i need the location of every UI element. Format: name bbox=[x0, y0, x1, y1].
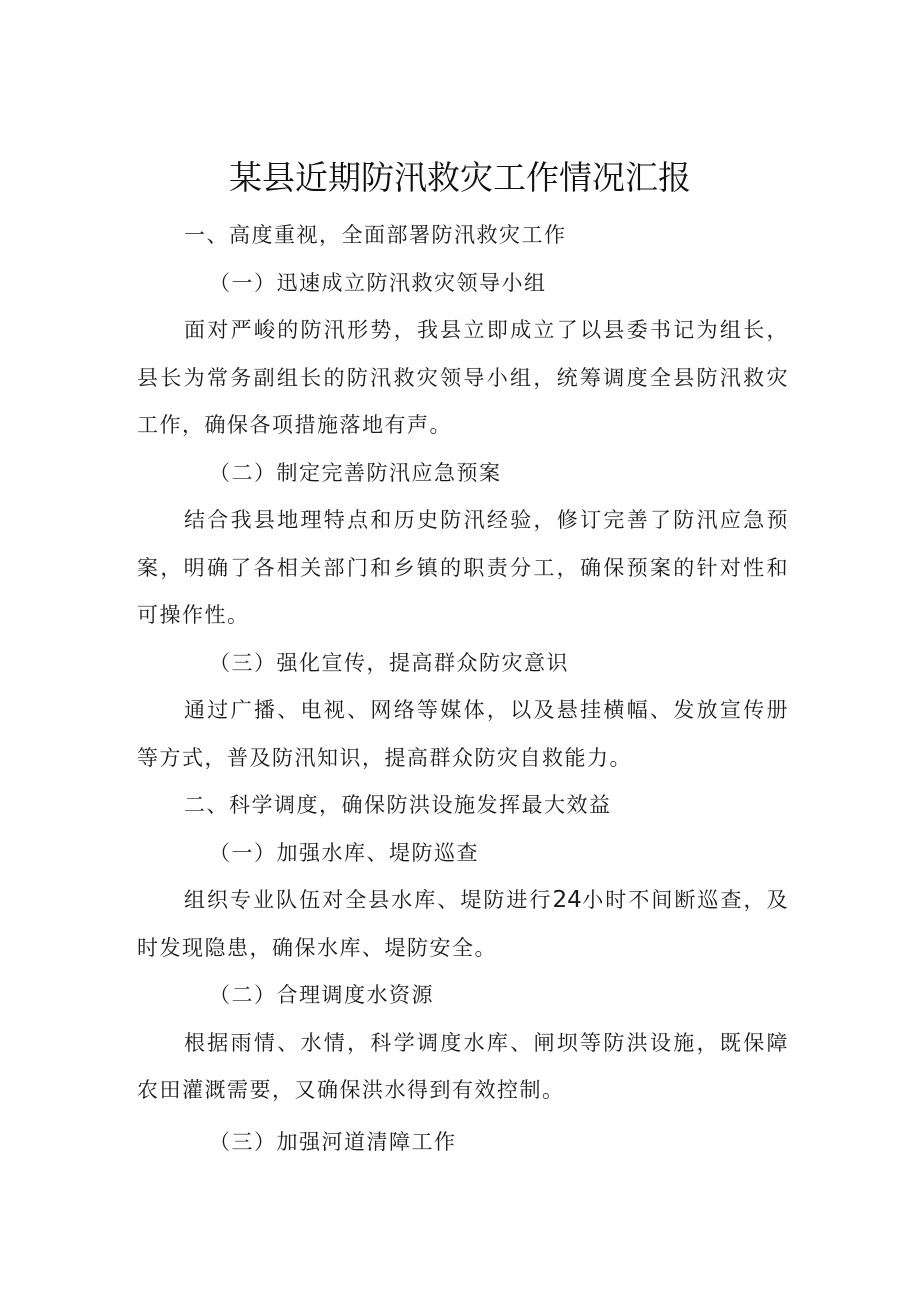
subsection-heading-1-3: （三）强化宣传，提高群众防灾意识 bbox=[209, 650, 569, 675]
subsection-heading-2-2: （二）合理调度水资源 bbox=[209, 983, 434, 1007]
subsection-heading-1-2: （二）制定完善防汛应急预案 bbox=[209, 460, 502, 485]
paragraph-2-1 bbox=[137, 877, 789, 972]
document-title: 某县近期防汛救灾工作情况汇报 bbox=[229, 158, 691, 197]
subsection-heading-2-3: （三）加强河道清障工作 bbox=[209, 1129, 457, 1154]
section-heading-2: 二、科学调度，确保防洪设施发挥最大效益 bbox=[184, 793, 612, 817]
paragraph-2-1-part-b: 小时不间断巡查，及时发现隐患，确保水库、堤防安全。 bbox=[137, 888, 790, 960]
document-body bbox=[137, 212, 789, 1166]
paragraph-2-1-part-a: 组织专业队伍对全县水库、堤防进行 bbox=[184, 888, 553, 912]
paragraph-2-2: 根据雨情、水情，科学调度水库、闸坝等防洪设施，既保障农田灌溉需要，又确保洪水得到有效控制。 bbox=[137, 1030, 789, 1102]
paragraph-1-2: 结合我县地理特点和历史防汛经验，修订完善了防汛应急预案，明确了各相关部门和乡镇的职责分工，确保预案的针对性和可操作性。 bbox=[137, 508, 789, 627]
subsection-heading-2-1: （一）加强水库、堤防巡查 bbox=[209, 840, 479, 865]
subsection-heading-1-1: （一）迅速成立防汛救灾领导小组 bbox=[209, 270, 547, 295]
paragraph-1-3: 通过广播、电视、网络等媒体，以及悬挂横幅、发放宣传册等方式，普及防汛知识，提高群众防灾自救能力。 bbox=[137, 698, 789, 770]
section-heading-1: 一、高度重视，全面部署防汛救灾工作 bbox=[184, 223, 567, 247]
paragraph-2-1-hours-number: 24 bbox=[552, 887, 582, 913]
paragraph-1-1: 面对严峻的防汛形势，我县立即成立了以县委书记为组长，县长为常务副组长的防汛救灾领导小组，统筹调度全县防汛救灾工作，确保各项措施落地有声。 bbox=[137, 318, 789, 437]
